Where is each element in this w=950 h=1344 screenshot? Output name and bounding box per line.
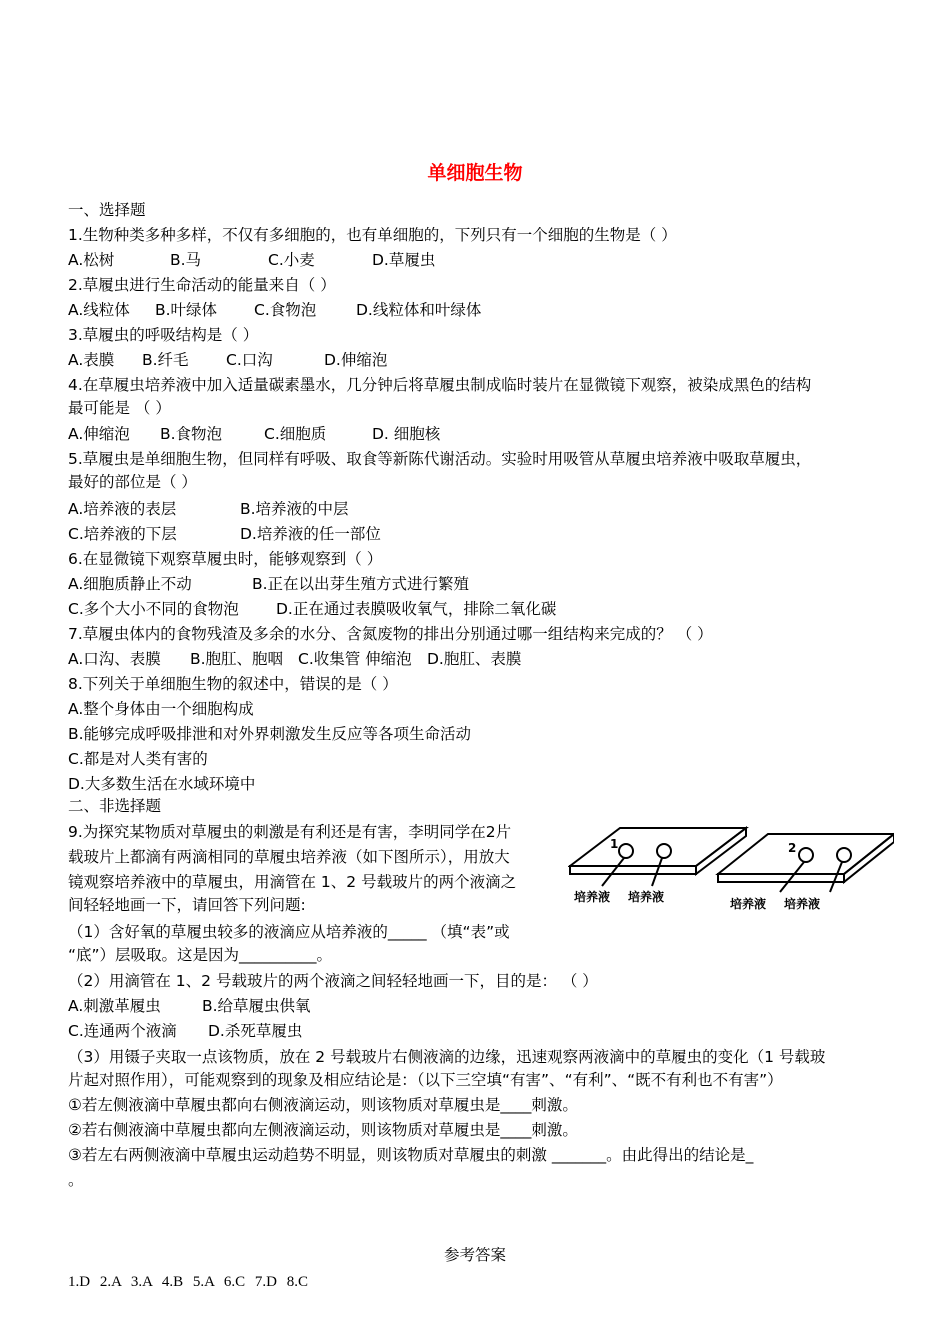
question-4-option-b: B.食物泡 xyxy=(160,425,223,443)
question-8-stem: 8.下列关于单细胞生物的叙述中，错误的是（ ） xyxy=(68,675,398,693)
question-5-option-c: C.培养液的下层 xyxy=(68,525,177,543)
section-heading: 一、选择题 xyxy=(68,201,146,219)
question-1-option-c: C.小麦 xyxy=(268,251,315,269)
question-8-option-a: A.整个身体由一个细胞构成 xyxy=(68,700,254,718)
question-3-option-a: A.表膜 xyxy=(68,351,115,369)
question-9-intro-1: 9.为探究某物质对草履虫的刺激是有利还是有害，李明同学在2片 xyxy=(68,823,512,841)
slide-1 xyxy=(570,828,746,886)
question-9-intro-3: 镜观察培养液中的草履虫，用滴管在 1、2 号载玻片的两个液滴之 xyxy=(68,873,517,891)
slide-2-label-right: 培养液 xyxy=(784,897,821,911)
question-5-option-b: B.培养液的中层 xyxy=(240,500,349,518)
question-4-stem: 4.在草履虫培养液中加入适量碳素墨水，几分钟后将草履虫制成临时装片在显微镜下观察，被染成黑色的结构 xyxy=(68,376,812,394)
slide-2 xyxy=(718,834,894,892)
question-4-option-d: D. 细胞核 xyxy=(372,425,441,443)
question-2-option-a: A.线粒体 xyxy=(68,301,130,319)
question-9-item-3-cont: 。 xyxy=(68,1171,84,1189)
question-5-option-d: D.培养液的任一部位 xyxy=(240,525,381,543)
answers-heading: 参考答案 xyxy=(443,1246,506,1264)
question-9-option-d: D.杀死草履虫 xyxy=(208,1022,303,1040)
question-9-item-3: ③若左右两侧液滴中草履虫运动趋势不明显，则该物质对草履虫的刺激 _______。由此得出的结论是_ xyxy=(68,1146,754,1164)
slides-figure xyxy=(568,822,894,914)
question-4-option-a: A.伸缩泡 xyxy=(68,425,130,443)
question-6-option-d: D.正在通过表膜吸收氧气，排除二氧化碳 xyxy=(276,600,557,618)
question-6-option-c: C.多个大小不同的食物泡 xyxy=(68,600,239,618)
question-3-stem: 3.草履虫的呼吸结构是（ ） xyxy=(68,326,259,344)
slide-1-label-right: 培养液 xyxy=(628,890,665,904)
question-5-option-a: A.培养液的表层 xyxy=(68,500,177,518)
question-9-part-3: （3）用镊子夹取一点该物质，放在 2 号载玻片右侧液滴的边缘，迅速观察两液滴中的草履虫的变化（1 号载玻 xyxy=(68,1048,826,1066)
question-9-item-1: ①若左侧液滴中草履虫都向右侧液滴运动，则该物质对草履虫是____刺激。 xyxy=(68,1096,578,1114)
question-7-option-c: C.收集管 伸缩泡 xyxy=(298,650,412,668)
question-2-stem: 2.草履虫进行生命活动的能量来自（ ） xyxy=(68,276,336,294)
question-9-part-2: （2）用滴管在 1、2 号载玻片的两个液滴之间轻轻地画一下，目的是： （ ） xyxy=(68,972,598,990)
question-9-part-1-cont: “底”）层吸取。这是因为__________。 xyxy=(68,946,333,964)
question-5-stem: 5.草履虫是单细胞生物，但同样有呼吸、取食等新陈代谢活动。实验时用吸管从草履虫培养液中吸取草履虫， xyxy=(68,450,812,468)
question-8-option-b: B.能够完成呼吸排泄和对外界刺激发生反应等各项生命活动 xyxy=(68,725,472,743)
question-4-option-c: C.细胞质 xyxy=(264,425,327,443)
question-2-option-b: B.叶绿体 xyxy=(155,301,218,319)
question-5-stem-cont: 最好的部位是（ ） xyxy=(68,473,197,491)
question-3-option-b: B.纤毛 xyxy=(142,351,189,369)
question-1-option-d: D.草履虫 xyxy=(372,251,436,269)
question-7-stem: 7.草履虫体内的食物残渣及多余的水分、含氮废物的排出分别通过哪一组结构来完成的？ （ ） xyxy=(68,625,713,643)
slide-1-label-left: 培养液 xyxy=(574,890,611,904)
question-9-item-2: ②若右侧液滴中草履虫都向左侧液滴运动，则该物质对草履虫是____刺激。 xyxy=(68,1121,578,1139)
question-2-option-d: D.线粒体和叶绿体 xyxy=(356,301,482,319)
question-3-option-d: D.伸缩泡 xyxy=(324,351,388,369)
question-6-stem: 6.在显微镜下观察草履虫时，能够观察到（ ） xyxy=(68,550,383,568)
question-4-stem-cont: 最可能是 （ ） xyxy=(68,399,171,417)
section-heading-2: 二、非选择题 xyxy=(68,797,162,815)
question-1-stem: 1.生物种类多种多样，不仅有多细胞的，也有单细胞的，下列只有一个细胞的生物是（ ） xyxy=(68,226,677,244)
question-3-option-c: C.口沟 xyxy=(226,351,273,369)
question-1-option-a: A.松树 xyxy=(68,251,115,269)
question-6-option-b: B.正在以出芽生殖方式进行繁殖 xyxy=(252,575,470,593)
question-7-option-a: A.口沟、表膜 xyxy=(68,650,161,668)
question-9-option-c: C.连通两个液滴 xyxy=(68,1022,177,1040)
question-9-part-1: （1）含好氧的草履虫较多的液滴应从培养液的_____ （填“表”或 xyxy=(68,923,510,941)
question-9-option-a: A.刺激革履虫 xyxy=(68,997,161,1015)
slide-2-number: 2 xyxy=(788,841,797,855)
slide-1-number: 1 xyxy=(610,837,619,851)
question-8-option-c: C.都是对人类有害的 xyxy=(68,750,208,768)
question-6-option-a: A.细胞质静止不动 xyxy=(68,575,192,593)
answers-list: 1.D 2.A 3.A 4.B 5.A 6.C 7.D 8.C xyxy=(68,1274,308,1290)
question-1-option-b: B.马 xyxy=(170,251,202,269)
page-title: 单细胞生物 xyxy=(427,162,523,184)
question-9-part-3-cont: 片起对照作用），可能观察到的现象及相应结论是：（以下三空填“有害”、“有利”、“既不有利也不有害”） xyxy=(68,1071,783,1089)
question-7-option-d: D.胞肛、表膜 xyxy=(427,650,522,668)
question-9-intro-4: 间轻轻地画一下，请回答下列问题: xyxy=(68,896,306,914)
slide-2-label-left: 培养液 xyxy=(730,897,767,911)
question-2-option-c: C.食物泡 xyxy=(254,301,317,319)
question-9-intro-2: 载玻片上都滴有两滴相同的草履虫培养液（如下图所示），用放大 xyxy=(68,848,510,866)
question-7-option-b: B.胞肛、胞咽 xyxy=(190,650,284,668)
question-9-option-b: B.给草履虫供氧 xyxy=(202,997,311,1015)
question-8-option-d: D.大多数生活在水域环境中 xyxy=(68,775,256,793)
